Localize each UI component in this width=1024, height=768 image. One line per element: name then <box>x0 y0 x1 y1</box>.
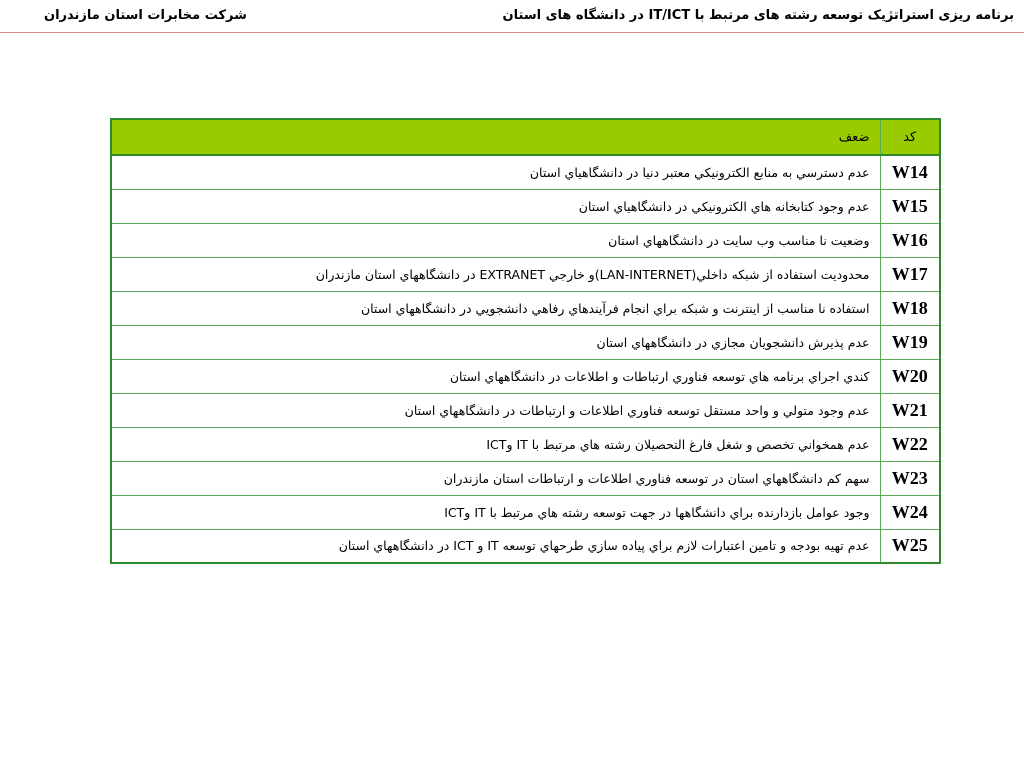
weakness-code: W25 <box>880 529 940 563</box>
column-header-weakness: ضعف <box>111 119 880 155</box>
table-row <box>111 495 940 529</box>
weakness-code: W15 <box>880 189 940 223</box>
company-name: شرکت مخابرات استان مازندران <box>44 8 247 23</box>
weakness-description: عدم تهيه بودجه و تامين اعتبارات لازم براي پياده سازي طرحهاي توسعه IT و ICT در دانشگاههاي استان <box>111 529 880 563</box>
weakness-description: استفاده نا مناسب از اينترنت و شبكه براي انجام فرآيندهاي رفاهي دانشجويي در دانشگاههاي استان <box>111 291 880 325</box>
weakness-description: عدم وجود متولي و واحد مستقل توسعه فناوري اطلاعات و ارتباطات در دانشگاههاي استان <box>111 393 880 427</box>
weakness-code: W17 <box>880 257 940 291</box>
weakness-description: وضعيت نا مناسب وب سايت در دانشگاههاي استان <box>111 223 880 257</box>
weakness-code: W23 <box>880 461 940 495</box>
weakness-code: W24 <box>880 495 940 529</box>
weakness-table <box>110 118 941 564</box>
table-row <box>111 461 940 495</box>
weakness-description: سهم كم دانشگاههاي استان در توسعه فناوري اطلاعات و ارتباطات استان مازندران <box>111 461 880 495</box>
weakness-code: W22 <box>880 427 940 461</box>
weakness-code: W21 <box>880 393 940 427</box>
weakness-description: عدم وجود كتابخانه هاي الكترونيكي در دانشگاهياي استان <box>111 189 880 223</box>
weakness-code: W19 <box>880 325 940 359</box>
column-header-code: کد <box>880 119 940 155</box>
table-row <box>111 291 940 325</box>
slide-header <box>0 0 1024 33</box>
weakness-description: كندي اجراي برنامه هاي توسعه فناوري ارتباطات و اطلاعات در دانشگاههاي استان <box>111 359 880 393</box>
weakness-description: عدم پذيرش دانشجويان مجازي در دانشگاههاي استان <box>111 325 880 359</box>
weakness-table-container <box>110 118 941 564</box>
table-row <box>111 359 940 393</box>
weakness-code: W18 <box>880 291 940 325</box>
weakness-description: وجود عوامل بازدارنده براي دانشگاهها در جهت توسعه رشته هاي مرتبط با IT وICT <box>111 495 880 529</box>
weakness-code: W16 <box>880 223 940 257</box>
table-row <box>111 223 940 257</box>
slide-title: برنامه ریزی استراتژیک توسعه رشته های مرتبط با IT/ICT در دانشگاه های استان <box>502 8 1014 23</box>
weakness-description: عدم دسترسي به منابع الكترونيكي معتبر دنيا در دانشگاهياي استان <box>111 155 880 189</box>
weakness-description: محدوديت استفاده از شبكه داخلي(LAN-INTERNET)و خارجي EXTRANET در دانشگاههاي استان مازندران <box>111 257 880 291</box>
table-header-row <box>111 119 940 155</box>
table-row <box>111 393 940 427</box>
weakness-code: W20 <box>880 359 940 393</box>
table-row <box>111 257 940 291</box>
weakness-description: عدم همخواني تخصص و شغل فارغ التحصيلان رشته هاي مرتبط با IT وICT <box>111 427 880 461</box>
weakness-code: W14 <box>880 155 940 189</box>
table-row <box>111 325 940 359</box>
table-row <box>111 427 940 461</box>
table-row <box>111 529 940 563</box>
table-row <box>111 155 940 189</box>
table-row <box>111 189 940 223</box>
